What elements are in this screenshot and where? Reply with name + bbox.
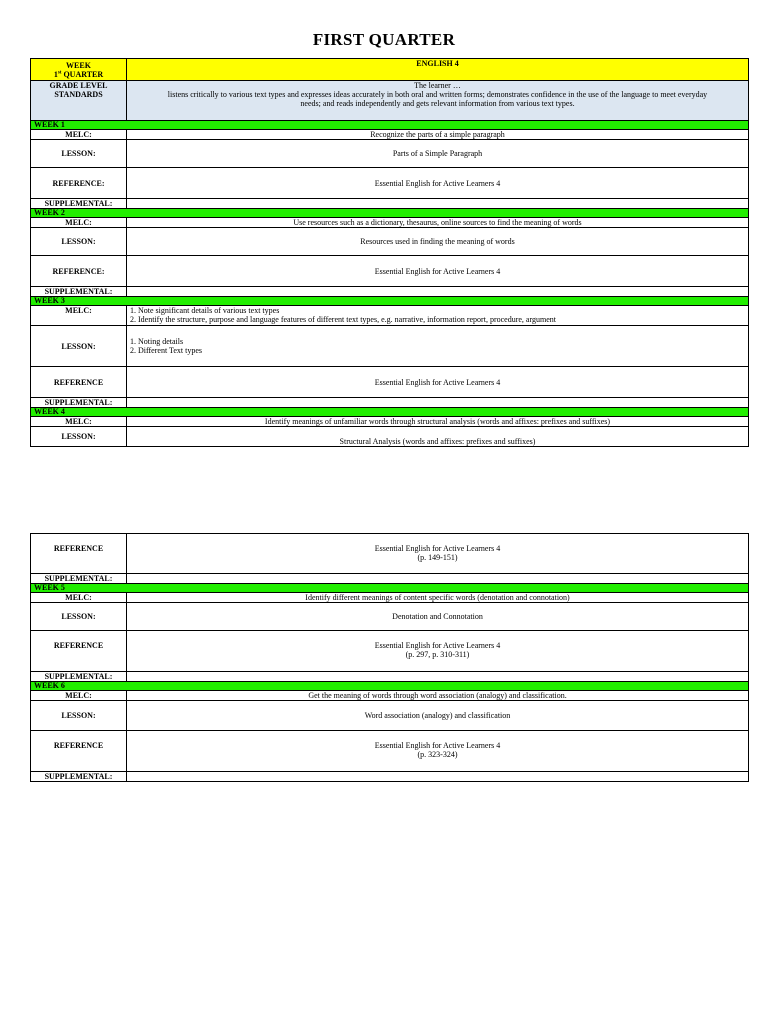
reference-label: REFERENCE: [31, 367, 127, 398]
supplemental-label: SUPPLEMENTAL:: [31, 672, 127, 682]
week-3-lesson: 1. Noting details 2. Different Text types: [127, 326, 749, 367]
page-title: FIRST QUARTER: [312, 30, 456, 49]
week-header-label: WEEK: [66, 60, 91, 70]
week-4-supplemental: [127, 574, 749, 584]
week-header-row: [31, 682, 749, 691]
week-header-row: [31, 121, 749, 130]
week-5-supplemental: [127, 672, 749, 682]
reference-row: [31, 367, 749, 398]
lesson-row: [31, 603, 749, 631]
week-1-lesson: Parts of a Simple Paragraph: [127, 140, 749, 168]
supplemental-label: SUPPLEMENTAL:: [31, 398, 127, 408]
lesson-label: LESSON:: [31, 427, 127, 447]
lesson-row: [31, 228, 749, 256]
week-4-label: WEEK 4: [31, 408, 749, 417]
standards-body: listens critically to various text types and expresses ideas accurately in both oral and written forms; demonstrates confidence in the use of the language to meet everyday needs; and reads independently and gets relevant information from various text types.: [167, 90, 708, 108]
melc-label: MELC:: [31, 417, 127, 427]
week-4-lesson: Structural Analysis (words and affixes: prefixes and suffixes): [127, 427, 749, 447]
quarter-number: 1: [53, 69, 58, 79]
lesson-row: [31, 427, 749, 447]
week-header-row: [31, 209, 749, 218]
week-5-lesson: Denotation and Connotation: [127, 603, 749, 631]
lesson-label: LESSON:: [31, 603, 127, 631]
week-2-melc: Use resources such as a dictionary, thesaurus, online sources to find the meaning of words: [127, 218, 749, 228]
supplemental-label: SUPPLEMENTAL:: [31, 287, 127, 297]
week-3-reference: Essential English for Active Learners 4: [127, 367, 749, 398]
supplemental-row: [31, 672, 749, 682]
week-5-reference: Essential English for Active Learners 4 (p. 297, p. 310-311): [127, 631, 749, 672]
standards-text: [127, 81, 749, 121]
week-6-supplemental: [127, 772, 749, 782]
melc-label: MELC:: [31, 306, 127, 326]
week-6-label: WEEK 6: [31, 682, 749, 691]
week-1-reference: Essential English for Active Learners 4: [127, 168, 749, 199]
lesson-row: [31, 140, 749, 168]
lesson-label: LESSON:: [31, 326, 127, 367]
week-1-supplemental: [127, 199, 749, 209]
melc-row: [31, 218, 749, 228]
week-3-supplemental: [127, 398, 749, 408]
reference-label: REFERENCE: [31, 731, 127, 772]
supplemental-label: SUPPLEMENTAL:: [31, 199, 127, 209]
week-header-row: [31, 408, 749, 417]
week-5-label: WEEK 5: [31, 584, 749, 593]
week-4-melc: Identify meanings of unfamiliar words through structural analysis (words and affixes: prefixes and suffixes): [127, 417, 749, 427]
melc-row: [31, 417, 749, 427]
lesson-label: LESSON:: [31, 701, 127, 731]
standards-label: GRADE LEVEL STANDARDS: [31, 81, 127, 121]
supplemental-row: [31, 772, 749, 782]
week-3-melc: 1. Note significant details of various text types 2. Identify the structure, purpose and language features of different text types, e.g. narrative, information report, procedure, argument: [127, 306, 749, 326]
week-2-lesson: Resources used in finding the meaning of words: [127, 228, 749, 256]
melc-label: MELC:: [31, 691, 127, 701]
week-5-melc: Identify different meanings of content specific words (denotation and connotation): [127, 593, 749, 603]
supplemental-label: SUPPLEMENTAL:: [31, 574, 127, 584]
week-1-melc: Recognize the parts of a simple paragraph: [127, 130, 749, 140]
week-2-label: WEEK 2: [31, 209, 749, 218]
header-row: [31, 59, 749, 81]
lesson-label: LESSON:: [31, 140, 127, 168]
lesson-row: [31, 326, 749, 367]
week-2-supplemental: [127, 287, 749, 297]
week-3-label: WEEK 3: [31, 297, 749, 306]
week-6-lesson: Word association (analogy) and classification: [127, 701, 749, 731]
standards-intro: The learner …: [414, 81, 461, 90]
reference-row: [31, 631, 749, 672]
lesson-label: LESSON:: [31, 228, 127, 256]
subject-header: ENGLISH 4: [127, 59, 749, 81]
melc-row: [31, 306, 749, 326]
supplemental-row: [31, 199, 749, 209]
melc-row: [31, 691, 749, 701]
reference-label: REFERENCE:: [31, 256, 127, 287]
supplemental-label: SUPPLEMENTAL:: [31, 772, 127, 782]
week-2-reference: Essential English for Active Learners 4: [127, 256, 749, 287]
standards-row: [31, 81, 749, 121]
melc-row: [31, 130, 749, 140]
reference-row: [31, 534, 749, 574]
week-6-melc: Get the meaning of words through word association (analogy) and classification.: [127, 691, 749, 701]
week-quarter-header: [31, 59, 127, 81]
quarter-word: QUARTER: [61, 69, 104, 79]
quarter-suffix: st: [57, 69, 62, 75]
reference-row: [31, 168, 749, 199]
reference-row: [31, 731, 749, 772]
reference-row: [31, 256, 749, 287]
supplemental-row: [31, 574, 749, 584]
melc-label: MELC:: [31, 218, 127, 228]
week-header-row: [31, 584, 749, 593]
week-header-row: [31, 297, 749, 306]
melc-label: MELC:: [31, 593, 127, 603]
reference-label: REFERENCE: [31, 534, 127, 574]
supplemental-row: [31, 287, 749, 297]
week-4-reference: Essential English for Active Learners 4 (p. 149-151): [127, 534, 749, 574]
supplemental-row: [31, 398, 749, 408]
week-6-reference: Essential English for Active Learners 4 (p. 323-324): [127, 731, 749, 772]
curriculum-table-part-1: [30, 58, 749, 447]
melc-label: MELC:: [31, 130, 127, 140]
curriculum-table-part-2: [30, 533, 749, 782]
lesson-row: [31, 701, 749, 731]
reference-label: REFERENCE:: [31, 168, 127, 199]
week-1-label: WEEK 1: [31, 121, 749, 130]
reference-label: REFERENCE: [31, 631, 127, 672]
melc-row: [31, 593, 749, 603]
